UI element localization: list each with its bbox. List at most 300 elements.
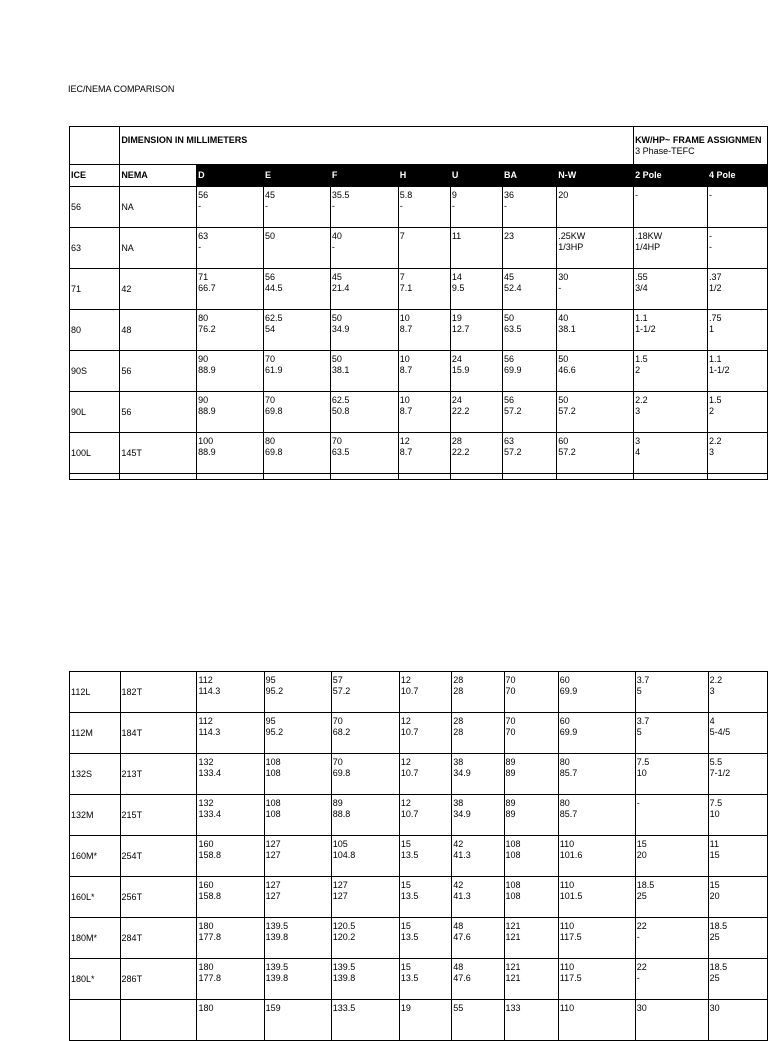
value-cell <box>399 795 451 836</box>
imperial-value: 139.8 <box>265 973 289 983</box>
imperial-value: 22.2 <box>451 447 470 457</box>
value-cell <box>558 1000 635 1041</box>
metric-value: .55 <box>635 272 648 282</box>
value-cell <box>197 351 264 392</box>
metric-value: 11 <box>451 231 462 241</box>
metric-value: 36 <box>504 190 515 200</box>
metric-value: 56 <box>198 190 209 200</box>
value-cell <box>558 795 635 836</box>
value-cell <box>264 877 331 918</box>
metric-value: 3.7 <box>636 675 650 685</box>
empty-cell <box>330 474 398 480</box>
metric-value: 38 <box>453 798 464 808</box>
metric-value: 38 <box>453 757 464 767</box>
dimension-group-header: DIMENSION IN MILLIMETERS <box>120 127 634 165</box>
imperial-value: 25 <box>636 891 647 901</box>
imperial-value: 121 <box>505 973 521 983</box>
metric-value: 1.5 <box>708 395 722 405</box>
imperial-value: 8.7 <box>399 365 413 375</box>
value-cell <box>331 877 399 918</box>
metric-value: 139.5 <box>265 921 289 931</box>
metric-value: 108 <box>505 880 521 890</box>
iec-frame-cell: 90S <box>70 351 120 392</box>
metric-value: 15 <box>709 880 720 890</box>
value-cell <box>197 269 264 310</box>
nema-frame-cell: 284T <box>120 918 197 959</box>
imperial-value: 114.3 <box>198 727 221 737</box>
metric-value: 80 <box>559 757 570 767</box>
value-cell <box>197 672 264 713</box>
nema-frame-cell: 215T <box>120 795 197 836</box>
metric-value: 180 <box>198 1003 214 1013</box>
value-cell <box>557 269 634 310</box>
metric-value: 60 <box>559 716 570 726</box>
metric-value: 20 <box>558 190 569 200</box>
col-header-nema: NEMA <box>120 165 197 187</box>
nema-frame-cell: 182T <box>120 672 197 713</box>
imperial-value: 69.9 <box>504 365 522 375</box>
imperial-value: 13.5 <box>400 850 419 860</box>
imperial-value: 13.5 <box>400 932 419 942</box>
value-cell <box>503 269 557 310</box>
imperial-value: 108 <box>505 891 521 901</box>
metric-value: .25KW <box>558 231 586 241</box>
imperial-value: 2 <box>708 406 714 416</box>
metric-value: 18.5 <box>636 880 655 890</box>
metric-value: 10 <box>399 354 410 364</box>
iec-frame-cell: 63 <box>70 228 120 269</box>
imperial-value: 57.2 <box>332 686 351 696</box>
metric-value: 28 <box>451 436 462 446</box>
value-cell <box>450 187 502 228</box>
value-cell <box>398 392 450 433</box>
imperial-value: 5-4/5 <box>709 727 731 737</box>
iec-frame-cell <box>70 1000 121 1041</box>
value-cell <box>452 754 504 795</box>
imperial-value: - <box>708 242 712 252</box>
imperial-value: - <box>451 201 455 211</box>
value-cell <box>330 392 398 433</box>
metric-value: 12 <box>400 798 411 808</box>
imperial-value: 22.2 <box>451 406 470 416</box>
metric-value: 63 <box>504 436 515 446</box>
value-cell <box>330 310 398 351</box>
imperial-value: 104.8 <box>332 850 356 860</box>
iec-frame-cell: 160L* <box>70 877 121 918</box>
metric-value: 7 <box>399 272 405 282</box>
table-row <box>70 877 768 918</box>
value-cell <box>264 1000 331 1041</box>
page-title: IEC/NEMA COMPARISON <box>68 84 175 94</box>
value-cell <box>398 228 450 269</box>
metric-value: 90 <box>198 395 209 405</box>
metric-value: 89 <box>332 798 343 808</box>
imperial-value: 54 <box>265 324 276 334</box>
col-header-f: F <box>330 165 398 187</box>
value-cell <box>635 672 708 713</box>
imperial-value: 7-1/2 <box>709 768 731 778</box>
imperial-value <box>452 242 502 253</box>
imperial-value: 10 <box>709 809 720 819</box>
value-cell <box>504 672 558 713</box>
value-cell <box>197 310 264 351</box>
imperial-value: - <box>198 242 202 252</box>
metric-value: 42 <box>453 880 464 890</box>
value-cell <box>197 795 264 836</box>
value-cell <box>635 836 708 877</box>
value-cell <box>399 918 451 959</box>
imperial-value: 25 <box>709 973 720 983</box>
value-cell <box>708 959 767 1000</box>
metric-value: 48 <box>453 921 464 931</box>
metric-value: 121 <box>505 962 521 972</box>
metric-value: 1.1 <box>635 313 648 323</box>
frame-group-title: KW/HP~ FRAME ASSIGNMEN <box>635 135 762 145</box>
value-cell <box>197 392 264 433</box>
col-header-nw: N-W <box>557 165 634 187</box>
metric-value: 80 <box>198 313 209 323</box>
table-row <box>70 713 768 754</box>
value-cell <box>331 672 399 713</box>
imperial-value: 10.7 <box>400 686 419 696</box>
metric-value: 108 <box>265 798 281 808</box>
imperial-value: 68.2 <box>332 727 351 737</box>
nema-frame-cell: 56 <box>120 392 197 433</box>
value-cell <box>503 187 557 228</box>
value-cell <box>197 713 264 754</box>
value-cell <box>197 959 264 1000</box>
imperial-value <box>637 809 708 820</box>
metric-value: 132 <box>198 757 214 767</box>
imperial-value: 61.9 <box>265 365 283 375</box>
value-cell <box>398 351 450 392</box>
imperial-value: 70 <box>505 686 516 696</box>
table-row <box>70 795 768 836</box>
metric-value: 55 <box>453 1003 464 1013</box>
iec-frame-cell: 160M* <box>70 836 121 877</box>
value-cell <box>707 310 767 351</box>
imperial-value: 127 <box>332 891 348 901</box>
metric-value: 127 <box>265 839 281 849</box>
table-row <box>70 836 768 877</box>
value-cell <box>634 310 708 351</box>
imperial-value: 85.7 <box>559 768 578 778</box>
value-cell <box>558 754 635 795</box>
iec-frame-cell: 90L <box>70 392 120 433</box>
empty-cell <box>70 474 120 480</box>
metric-value: 2.2 <box>635 395 648 405</box>
metric-value: 56 <box>504 354 515 364</box>
imperial-value: - <box>198 201 202 211</box>
imperial-value: 114.3 <box>198 686 221 696</box>
imperial-value: 88.9 <box>198 447 216 457</box>
metric-value: 30 <box>558 272 569 282</box>
column-header-row <box>70 165 768 187</box>
metric-value: 110 <box>559 880 575 890</box>
metric-value: 57 <box>332 675 343 685</box>
value-cell <box>452 877 504 918</box>
value-cell <box>264 433 331 474</box>
imperial-value: 69.9 <box>559 727 578 737</box>
value-cell <box>398 433 450 474</box>
metric-value: 132 <box>198 798 214 808</box>
iec-frame-cell: 56 <box>70 187 120 228</box>
corner-cell <box>70 127 120 165</box>
value-cell <box>264 754 331 795</box>
iec-frame-cell: 100L <box>70 433 120 474</box>
imperial-value: 3 <box>708 447 714 457</box>
imperial-value: 177.8 <box>198 973 221 983</box>
metric-value: 14 <box>451 272 462 282</box>
value-cell <box>264 187 331 228</box>
imperial-value <box>453 1014 503 1025</box>
col-header-e: E <box>264 165 331 187</box>
metric-value: 7.5 <box>636 757 650 767</box>
value-cell <box>558 713 635 754</box>
trailer-row <box>70 474 768 480</box>
imperial-value <box>560 1014 635 1025</box>
value-cell <box>557 351 634 392</box>
iec-frame-cell: 80 <box>70 310 120 351</box>
nema-frame-cell: 42 <box>120 269 197 310</box>
metric-value: 10 <box>399 313 410 323</box>
value-cell <box>708 918 767 959</box>
value-cell <box>399 959 451 1000</box>
imperial-value <box>504 242 556 253</box>
imperial-value: 41.3 <box>453 891 471 901</box>
metric-value: 11 <box>709 839 720 849</box>
imperial-value: 2 <box>635 365 641 375</box>
value-cell <box>707 433 767 474</box>
metric-value: 42 <box>453 839 464 849</box>
empty-cell <box>120 474 197 480</box>
metric-value: - <box>636 798 640 808</box>
value-cell <box>557 310 634 351</box>
metric-value: 127 <box>265 880 281 890</box>
metric-value: 2.2 <box>708 436 722 446</box>
imperial-value: - <box>504 201 508 211</box>
value-cell <box>504 836 558 877</box>
value-cell <box>708 672 767 713</box>
imperial-value: 44.5 <box>265 283 283 293</box>
imperial-value: 88.9 <box>198 406 216 416</box>
value-cell <box>708 836 767 877</box>
nema-frame-cell: 48 <box>120 310 197 351</box>
imperial-value: 10 <box>636 768 647 778</box>
value-cell <box>197 433 264 474</box>
metric-value: 62.5 <box>331 395 350 405</box>
table-row <box>70 351 768 392</box>
imperial-value: - <box>331 242 335 252</box>
metric-value: 50 <box>558 354 569 364</box>
imperial-value: 108 <box>265 768 281 778</box>
imperial-value: 50.8 <box>331 406 350 416</box>
value-cell <box>399 1000 451 1041</box>
value-cell <box>707 228 767 269</box>
metric-value: 62.5 <box>265 313 283 323</box>
metric-value: 133 <box>505 1003 521 1013</box>
value-cell <box>634 351 708 392</box>
imperial-value: 158.8 <box>198 891 221 901</box>
value-cell <box>197 836 264 877</box>
imperial-value: 158.8 <box>198 850 221 860</box>
metric-value: 110 <box>559 1003 575 1013</box>
table-row <box>70 310 768 351</box>
imperial-value: 63.5 <box>504 324 522 334</box>
imperial-value: 15.9 <box>451 365 470 375</box>
imperial-value: 13.5 <box>400 973 419 983</box>
metric-value: 112 <box>198 716 213 726</box>
table-row <box>70 228 768 269</box>
value-cell <box>635 713 708 754</box>
metric-value: 22 <box>636 962 647 972</box>
value-cell <box>264 672 331 713</box>
metric-value: 30 <box>709 1003 720 1013</box>
col-header-ice: ICE <box>70 165 120 187</box>
table-row <box>70 1000 768 1041</box>
iec-frame-cell: 132S <box>70 754 121 795</box>
value-cell <box>708 713 767 754</box>
value-cell <box>330 351 398 392</box>
comparison-table-bottom <box>69 671 768 1041</box>
imperial-value: 8.7 <box>399 324 413 334</box>
table-row <box>70 187 768 228</box>
metric-value: - <box>708 190 712 200</box>
imperial-value: - <box>636 932 640 942</box>
imperial-value: 1 <box>708 324 714 334</box>
value-cell <box>452 836 504 877</box>
value-cell <box>707 392 767 433</box>
imperial-value: 52.4 <box>504 283 522 293</box>
imperial-value: 3 <box>635 406 641 416</box>
value-cell <box>558 877 635 918</box>
metric-value: 95 <box>265 716 276 726</box>
imperial-value: 41.3 <box>453 850 471 860</box>
value-cell <box>558 918 635 959</box>
metric-value: 110 <box>559 962 575 972</box>
metric-value: 127 <box>332 880 348 890</box>
metric-value: 139.5 <box>265 962 289 972</box>
metric-value: 23 <box>504 231 515 241</box>
value-cell <box>557 187 634 228</box>
imperial-value: 101.6 <box>559 850 583 860</box>
metric-value: 50 <box>331 354 342 364</box>
metric-value: 40 <box>558 313 569 323</box>
nema-frame-cell: 254T <box>120 836 197 877</box>
metric-value: 3 <box>635 436 641 446</box>
empty-cell <box>197 474 264 480</box>
imperial-value: 5 <box>636 727 642 737</box>
value-cell <box>399 877 451 918</box>
imperial-value: 5 <box>636 686 642 696</box>
nema-frame-cell: 184T <box>120 713 197 754</box>
metric-value: 24 <box>451 395 462 405</box>
imperial-value <box>637 1014 708 1025</box>
imperial-value: 8.7 <box>399 447 413 457</box>
value-cell <box>557 228 634 269</box>
imperial-value: 10.7 <box>400 727 419 737</box>
imperial-value: 1/3HP <box>558 242 584 252</box>
value-cell <box>708 1000 767 1041</box>
value-cell <box>635 1000 708 1041</box>
col-header-h: H <box>398 165 450 187</box>
value-cell <box>264 836 331 877</box>
value-cell <box>264 795 331 836</box>
imperial-value: 10.7 <box>400 809 419 819</box>
imperial-value: 1/2 <box>708 283 722 293</box>
nema-frame-cell: 213T <box>120 754 197 795</box>
imperial-value: 57.2 <box>558 447 576 457</box>
value-cell <box>635 918 708 959</box>
metric-value: 56 <box>265 272 276 282</box>
metric-value: .18KW <box>635 231 663 241</box>
imperial-value: 69.8 <box>265 406 283 416</box>
metric-value: 30 <box>636 1003 647 1013</box>
metric-value: 110 <box>559 839 575 849</box>
value-cell <box>264 918 331 959</box>
metric-value: 3.7 <box>636 716 650 726</box>
empty-cell <box>707 474 767 480</box>
imperial-value: 85.7 <box>559 809 578 819</box>
value-cell <box>399 754 451 795</box>
value-cell <box>634 392 708 433</box>
imperial-value: 177.8 <box>198 932 221 942</box>
metric-value: 105 <box>332 839 348 849</box>
value-cell <box>399 713 451 754</box>
value-cell <box>450 269 502 310</box>
imperial-value: 66.7 <box>198 283 216 293</box>
imperial-value <box>635 201 707 212</box>
metric-value: 1.1 <box>708 354 722 364</box>
metric-value: 80 <box>265 436 276 446</box>
value-cell <box>450 392 502 433</box>
imperial-value: 127 <box>265 891 281 901</box>
imperial-value: 88.8 <box>332 809 351 819</box>
iec-frame-cell: 112M <box>70 713 121 754</box>
iec-frame-cell: 180M* <box>70 918 121 959</box>
metric-value: 28 <box>453 716 464 726</box>
value-cell <box>708 795 767 836</box>
imperial-value: 89 <box>505 809 516 819</box>
value-cell <box>450 228 502 269</box>
imperial-value: 133.4 <box>198 768 221 778</box>
metric-value: 19 <box>400 1003 411 1013</box>
imperial-value: 117.5 <box>559 973 582 983</box>
value-cell <box>452 795 504 836</box>
value-cell <box>452 918 504 959</box>
value-cell <box>264 713 331 754</box>
metric-value: 50 <box>331 313 342 323</box>
value-cell <box>450 310 502 351</box>
metric-value: 110 <box>559 921 575 931</box>
imperial-value: 8.7 <box>399 406 413 416</box>
imperial-value: 69.8 <box>332 768 351 778</box>
col-header-d: D <box>197 165 264 187</box>
imperial-value: 57.2 <box>504 406 522 416</box>
value-cell <box>558 672 635 713</box>
value-cell <box>331 754 399 795</box>
value-cell <box>504 918 558 959</box>
imperial-value: 95.2 <box>265 686 284 696</box>
value-cell <box>399 672 451 713</box>
nema-frame-cell: 145T <box>120 433 197 474</box>
imperial-value: 7.1 <box>399 283 413 293</box>
iec-frame-cell: 180L* <box>70 959 121 1000</box>
value-cell <box>635 959 708 1000</box>
value-cell <box>708 754 767 795</box>
empty-cell <box>264 474 331 480</box>
metric-value: .37 <box>708 272 722 282</box>
